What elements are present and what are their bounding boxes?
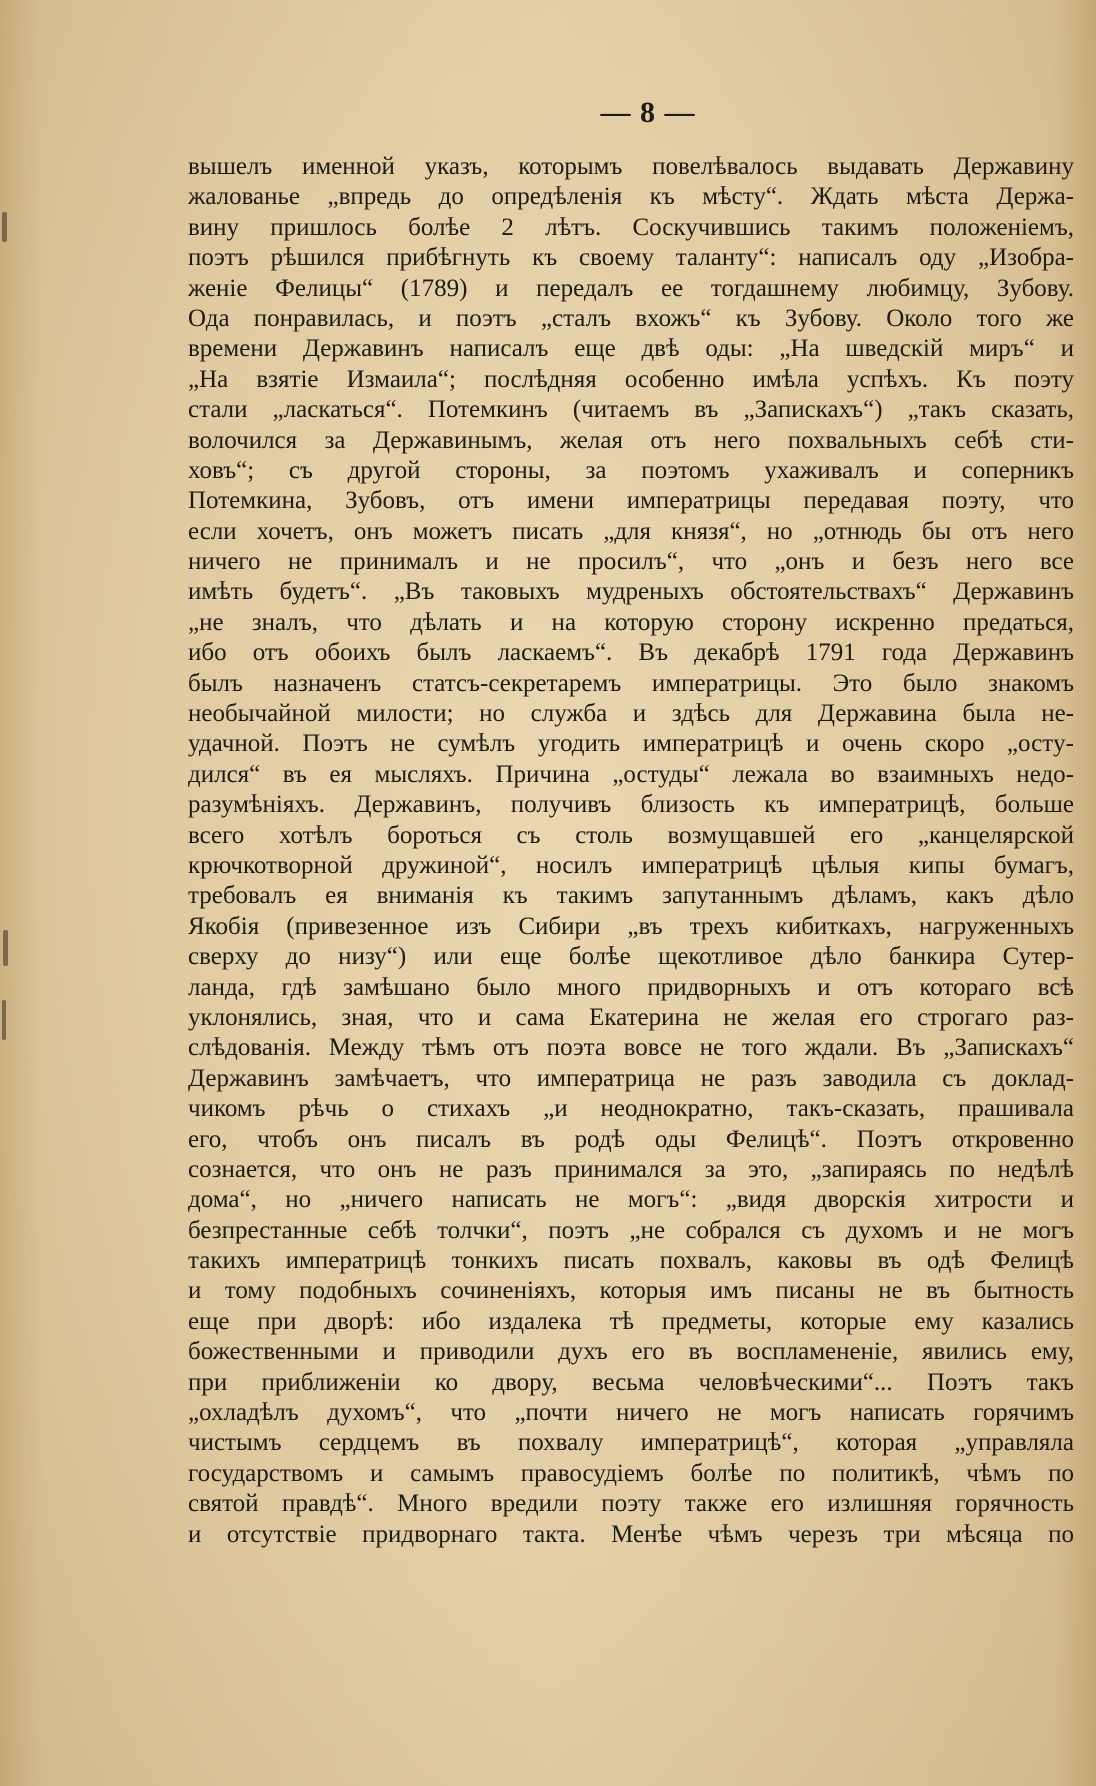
text-line: вышелъ именной указъ, которымъ повелѣвалось выдавать Державину (188, 153, 1074, 180)
text-line: Якобія (привезенное изъ Сибири „въ трехъ кибиткахъ, нагруженныхъ (188, 912, 1074, 940)
text-line: чистымъ сердцемъ въ похвалу императрицѣ“, которая „управляла (188, 1429, 1074, 1457)
binding-shadow-mark (3, 930, 8, 966)
page-number: — 8 — (600, 96, 696, 129)
text-line: ховъ“; съ другой стороны, за поэтомъ ухаживалъ и соперникъ (188, 456, 1074, 484)
text-line: ничего не принималъ и не просилъ“, что „онъ и безъ него все (188, 548, 1074, 576)
text-line: Державинъ замѣчаетъ, что императрица не разъ заводила съ доклад- (188, 1064, 1074, 1092)
text-line: уклонялись, зная, что и сама Екатерина не желая его строгаго раз- (188, 1003, 1074, 1031)
text-line: божественными и приводили духъ его въ воспламененіе, явились ему, (188, 1338, 1074, 1366)
text-line: еще при дворѣ: ибо издалека тѣ предметы, которые ему казались (188, 1307, 1074, 1335)
text-line: разумѣніяхъ. Державинъ, получивъ близость къ императрицѣ, больше (188, 791, 1074, 819)
text-line: стали „ласкаться“. Потемкинъ (читаемъ въ „Запискахъ“) „такъ сказать, (188, 396, 1074, 424)
text-line: удачной. Поэтъ не сумѣлъ угодить императрицѣ и очень скоро „остy- (188, 730, 1074, 758)
text-line: жалованье „впредь до опредѣленія къ мѣсту“. Ждать мѣста Держа- (188, 183, 1074, 211)
text-line: его, чтобъ онъ писалъ въ родѣ оды Фелицѣ“. Поэтъ откровенно (188, 1125, 1074, 1153)
text-line: требовалъ ея вниманія къ такимъ запутаннымъ дѣламъ, какъ дѣло (188, 882, 1074, 910)
text-line: и тому подобныхъ сочиненіяхъ, которыя имъ писаны не въ бытность (188, 1277, 1074, 1305)
text-line: сверху до низу“) или еще болѣе щекотливое дѣло банкира Сутер- (188, 943, 1074, 971)
text-line: и отсутствіе придворнаго такта. Менѣе чѣмъ черезъ три мѣсяца по (188, 1520, 1074, 1548)
text-line: если хочетъ, онъ можетъ писать „для князя“, но „отнюдь бы отъ него (188, 517, 1074, 545)
text-line: дился“ въ ея мысляхъ. Причина „остуды“ лежала во взаимныхъ недо- (188, 760, 1074, 788)
text-line: „На взятіе Измаила“; послѣдняя особенно имѣла успѣхъ. Къ поэту (188, 365, 1074, 393)
text-line: вину пришлось болѣе 2 лѣтъ. Соскучившись такимъ положеніемъ, (188, 213, 1074, 241)
text-line: дома“, но „ничего написать не могъ“: „видя дворскія хитрости и (188, 1186, 1074, 1214)
text-line: святой правдѣ“. Много вредили поэту также его излишняя горячность (188, 1490, 1074, 1518)
text-line: времени Державинъ написалъ еще двѣ оды: „На шведскій миръ“ и (188, 335, 1074, 363)
text-line: сознается, что онъ не разъ принимался за это, „запираясь по недѣлѣ (188, 1155, 1074, 1183)
text-line: имѣть будетъ“. „Въ таковыхъ мудреныхъ обстоятельствахъ“ Державинъ (188, 578, 1074, 606)
text-line: чикомъ рѣчь о стихахъ „и неоднократно, такъ-сказать, прашивала (188, 1095, 1074, 1123)
text-line: государствомъ и самымъ правосудіемъ болѣе по политикѣ, чѣмъ по (188, 1459, 1074, 1487)
text-line: при приближеніи ко двору, весьма человѣческими“... Поэтъ такъ (188, 1368, 1074, 1396)
text-line: былъ назначенъ статсъ-секретаремъ императрицы. Это было знакомъ (188, 669, 1074, 697)
text-line: такихъ императрицѣ тонкихъ писать похвалъ, каковы въ одѣ Фелицѣ (188, 1247, 1074, 1275)
text-line: Ода понравилась, и поэтъ „сталъ вхожъ“ къ Зубову. Около того же (188, 304, 1074, 332)
text-line: крючкотворной дружиной“, носилъ императрицѣ цѣлыя кипы бумагъ, (188, 851, 1074, 879)
text-line: ланда, гдѣ замѣшано было много придворныхъ и отъ котораго всѣ (188, 973, 1074, 1001)
text-line: „не зналъ, что дѣлать и на которую сторону искренно предаться, (188, 608, 1074, 636)
text-line: „охладѣлъ духомъ“, что „почти ничего не могъ написать горячимъ (188, 1399, 1074, 1427)
text-line: волочился за Державинымъ, желая отъ него похвальныхъ себѣ сти- (188, 426, 1074, 454)
text-line: безпрестанные себѣ толчки“, поэтъ „не собрался съ духомъ и не могъ (188, 1216, 1074, 1244)
text-line: поэтъ рѣшился прибѣгнуть къ своему таланту“: написалъ оду „Изобра- (188, 244, 1074, 272)
binding-shadow-mark (2, 212, 7, 242)
binding-shadow-mark (2, 1000, 6, 1040)
text-line: всего хотѣлъ бороться съ столь возмущавшей его „канцелярской (188, 821, 1074, 849)
body-text (188, 152, 1074, 1550)
text-line: Потемкина, Зубовъ, отъ имени императрицы передавая поэту, что (188, 487, 1074, 515)
text-line: необычайной милости; но служба и здѣсь для Державина была не- (188, 700, 1074, 728)
text-line: слѣдованія. Между тѣмъ отъ поэта вовсе не того ждали. Въ „Запискахъ“ (188, 1034, 1074, 1062)
text-line: ибо отъ обоихъ былъ ласкаемъ“. Въ декабрѣ 1791 года Державинъ (188, 639, 1074, 667)
text-line: женіе Фелицы“ (1789) и передалъ ее тогдашнему любимцу, Зубову. (188, 274, 1074, 302)
